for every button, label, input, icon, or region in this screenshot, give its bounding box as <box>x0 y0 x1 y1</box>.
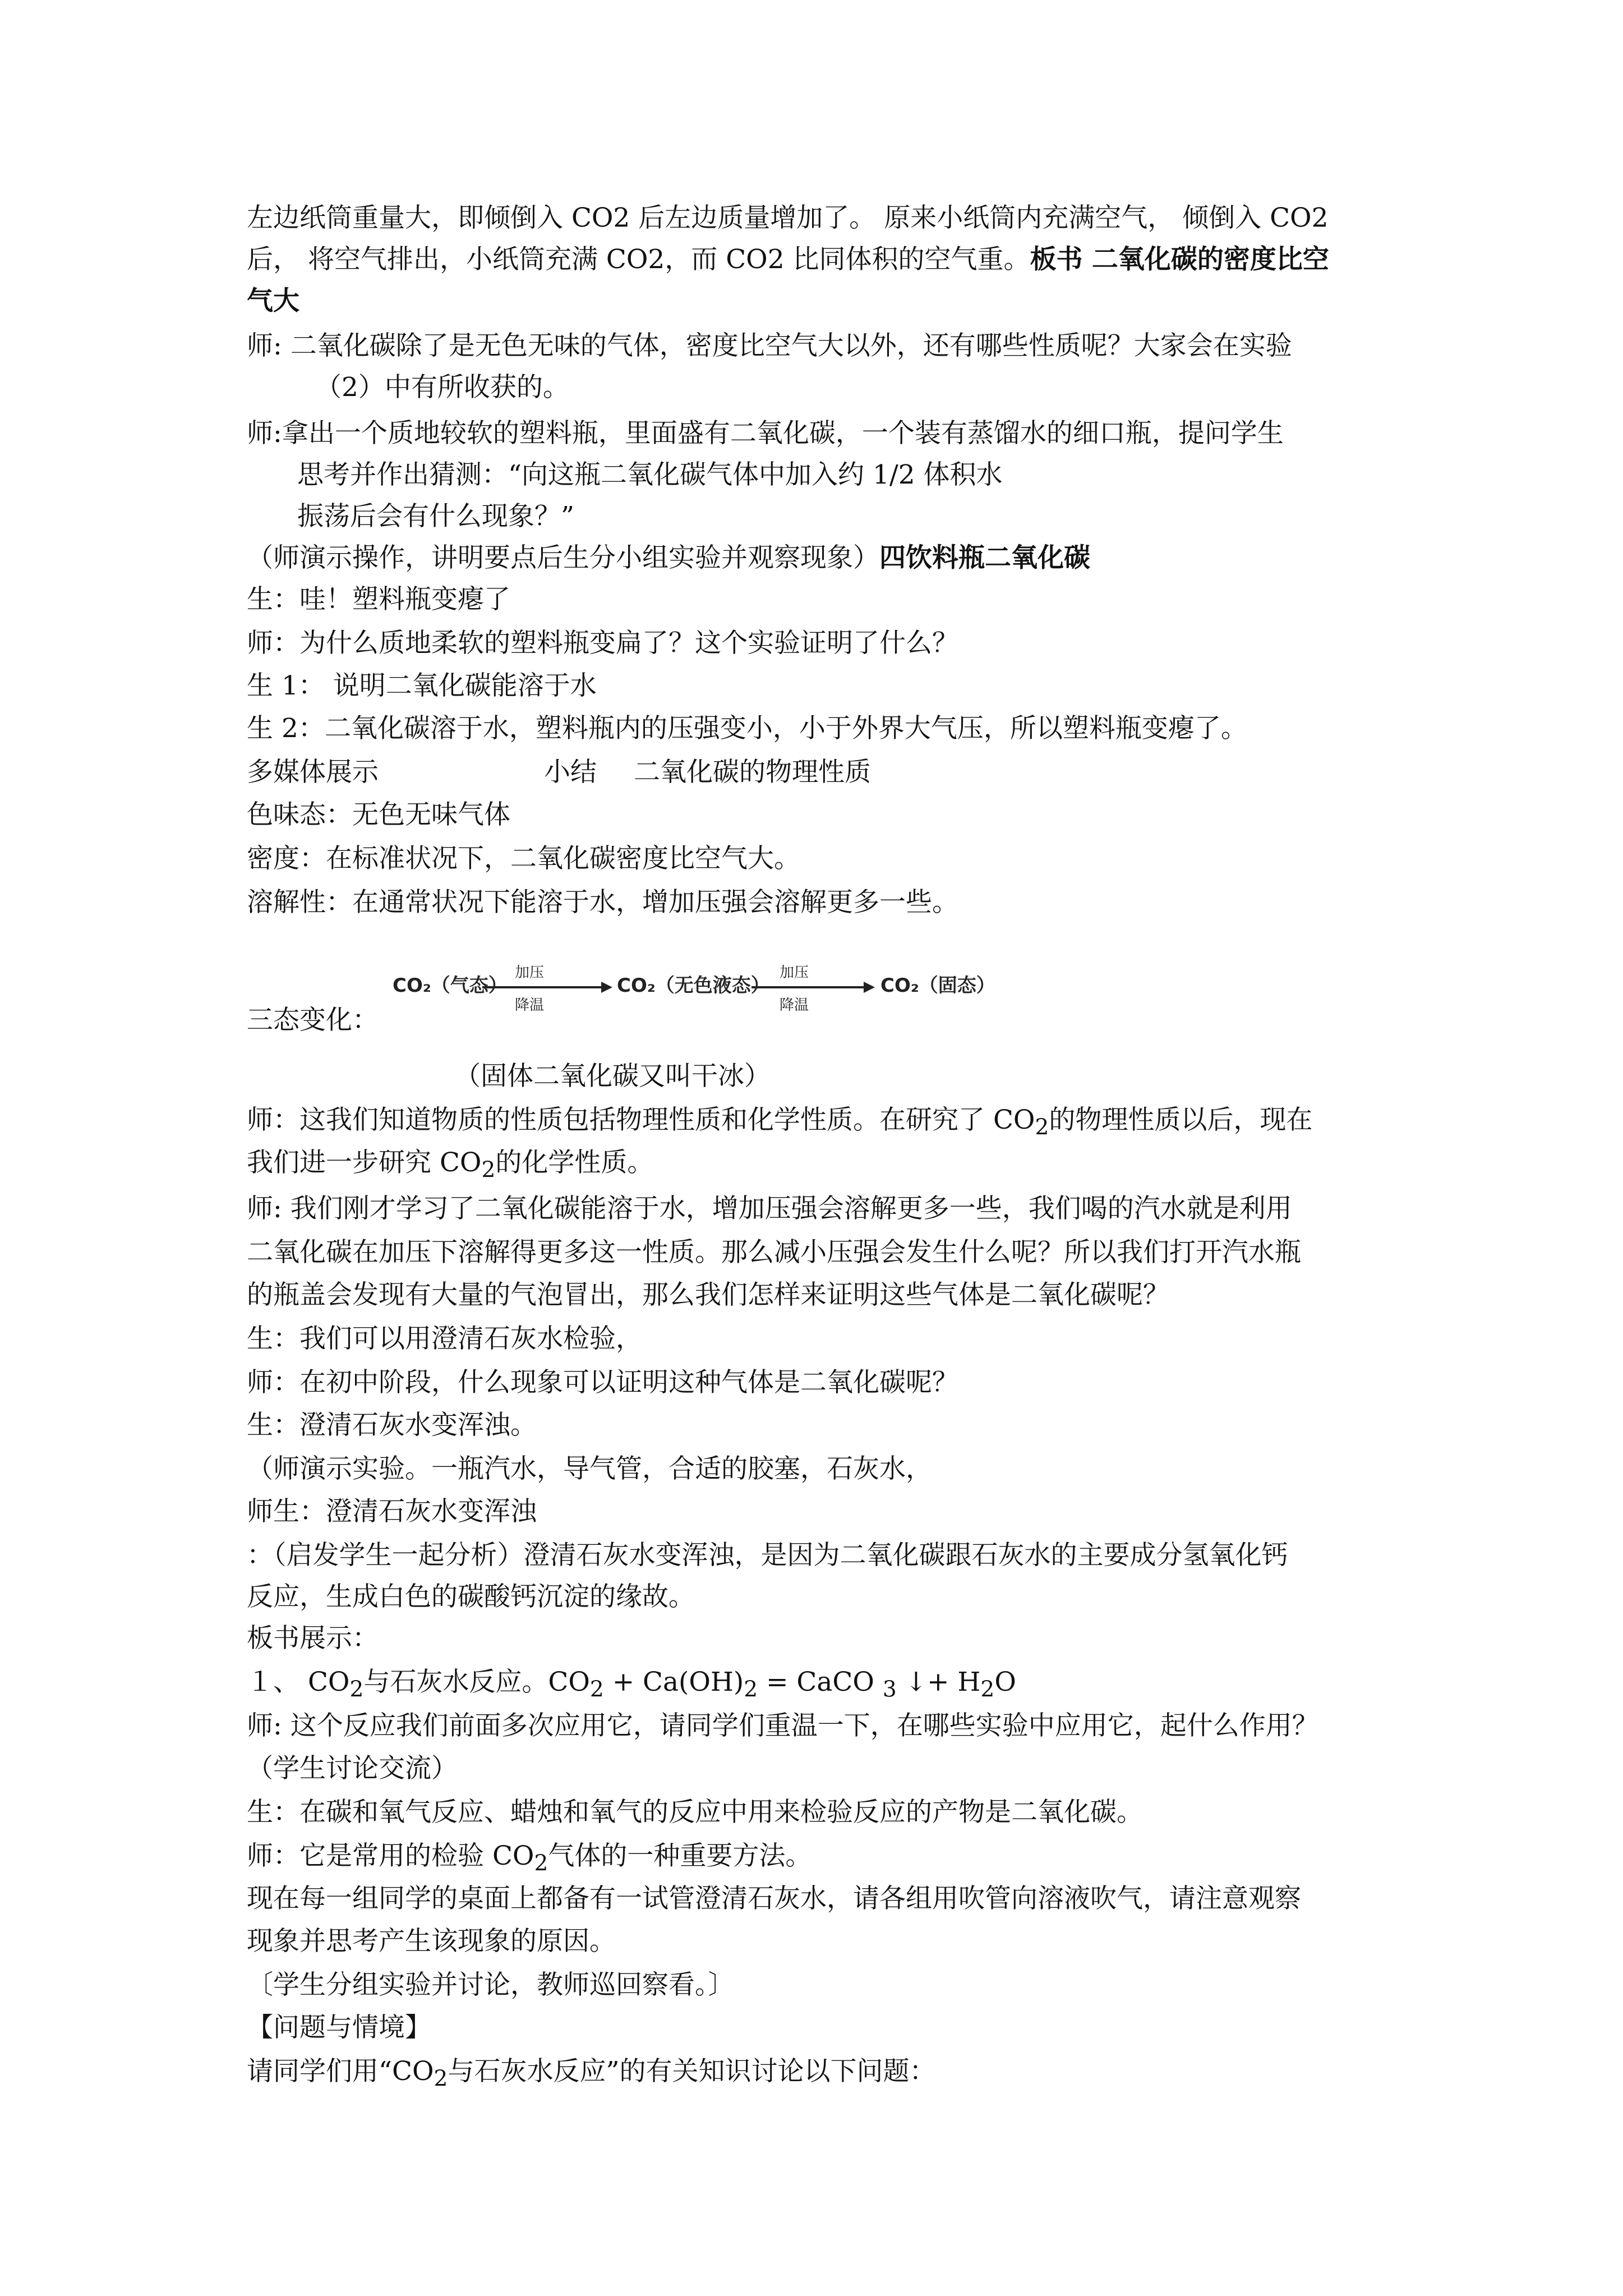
text-run: 与石灰水反应。CO <box>363 1667 590 1697</box>
teacher-line: 师: 二氧化碳除了是无色无味的气体，密度比空气大以外，还有哪些性质呢？大家会在实验 <box>247 330 1292 361</box>
subscript: 3 <box>882 1677 897 1703</box>
text-line: 三态变化： <box>247 1005 379 1036</box>
student-line: 生：我们可以用澄清石灰水检验， <box>247 1323 642 1354</box>
text-run: 与石灰水反应”的有关知识讨论以下问题： <box>448 2056 936 2087</box>
teacher-line: 师：在初中阶段，什么现象可以证明这种气体是二氧化碳呢？ <box>247 1367 958 1398</box>
text-run: + Ca(OH) <box>603 1667 744 1697</box>
text-line <box>247 537 1408 579</box>
text-line: 板书展示： <box>247 1623 379 1654</box>
text-line: （师演示实验。一瓶汽水，导气管，合适的胶塞，石灰水， <box>247 1453 932 1484</box>
text-run: 师：它是常用的检验 CO <box>247 1841 534 1871</box>
board-note: 板书 二氧化碳的密度比空 <box>1030 244 1329 275</box>
text-line: 现象并思考产生该现象的原因。 <box>247 1926 616 1957</box>
arrow-bottom-label: 降温 <box>780 997 809 1014</box>
text-line: 现在每一组同学的桌面上都备有一试管澄清石灰水，请各组用吹管向溶液吹气，请注意观察 <box>247 1883 1301 1914</box>
text-run: ↓+ H <box>896 1667 981 1697</box>
text-run: 多媒体展示 <box>247 757 379 788</box>
arrow-bottom-label: 降温 <box>515 997 545 1014</box>
text-line: 思考并作出猜测：“向这瓶二氧化碳气体中加入约 1/2 体积水 <box>297 459 1003 490</box>
teacher-line: 师：为什么质地柔软的塑料瓶变扁了？这个实验证明了什么？ <box>247 628 958 659</box>
text-line: 的瓶盖会发现有大量的气泡冒出，那么我们怎样来证明这些气体是二氧化碳呢？ <box>247 1280 1169 1310</box>
subscript: 2 <box>534 1851 548 1876</box>
text-run: 二氧化碳的物理性质 <box>634 757 871 788</box>
equation-line <box>247 1662 1408 1710</box>
diagram-state-solid: CO₂（固态） <box>880 974 995 997</box>
subscript: 2 <box>980 1677 995 1703</box>
text-run: 后， 将空气排出，小纸筒充满 CO2，而 CO2 比同体积的空气重。 <box>247 244 1030 275</box>
text-line: 左边纸筒重量大，即倾倒入 CO2 后左边质量增加了。 原来小纸筒内充满空气， 倾倒入 CO2 <box>247 203 1329 233</box>
text-line <box>247 2051 1408 2100</box>
text-line: 二氧化碳在加压下溶解得更多这一性质。那么减小压强会发生什么呢？所以我们打开汽水瓶 <box>247 1237 1301 1268</box>
text-line: 密度：在标准状况下，二氧化碳密度比空气大。 <box>247 843 800 874</box>
text-run: 请同学们用“CO <box>247 2056 434 2087</box>
board-note: 气大 <box>247 286 299 316</box>
student-line: 生：哇！塑料瓶变瘪了 <box>247 584 510 615</box>
student-line: 生 2：二氧化碳溶于水，塑料瓶内的压强变小，小于外界大气压，所以塑料瓶变瘪了。 <box>247 713 1247 744</box>
text-line: 反应，生成白色的碳酸钙沉淀的缘故。 <box>247 1581 695 1612</box>
text-line: 师生：澄清石灰水变浑浊 <box>247 1496 537 1527</box>
text-line: （2）中有所收获的。 <box>315 372 569 403</box>
text-run: 小结 <box>544 757 597 788</box>
text-run: O <box>994 1667 1016 1697</box>
text-line: 〔学生分组实验并讨论，教师巡回察看。〕 <box>247 1970 735 2000</box>
diagram-state-liquid: CO₂（无色液态） <box>617 974 770 997</box>
text-line <box>247 239 1408 280</box>
student-line: 生 1： 说明二氧化碳能溶于水 <box>247 670 597 701</box>
teacher-line: 师: 这个反应我们前面多次应用它，请同学们重温一下，在哪些实验中应用它，起什么作用？ <box>247 1710 1318 1741</box>
board-note: 四饮料瓶二氧化碳 <box>879 542 1090 573</box>
text-line: 色味态：无色无味气体 <box>247 799 510 830</box>
subscript: 2 <box>589 1677 604 1703</box>
subscript: 2 <box>481 1157 496 1183</box>
section-heading: 【问题与情境】 <box>247 2012 431 2043</box>
subscript: 2 <box>434 2066 448 2092</box>
diagram-state-gas: CO₂（气态） <box>393 974 508 997</box>
text-run: 我们进一步研究 CO <box>247 1147 482 1178</box>
teacher-line: 师: 我们刚才学习了二氧化碳能溶于水，增加压强会溶解更多一些，我们喝的汽水就是利用 <box>247 1193 1292 1224</box>
text-line <box>247 1142 1408 1191</box>
arrow-head <box>601 982 612 993</box>
teacher-line <box>247 1099 1408 1148</box>
text-run: （师演示操作，讲明要点后生分小组实验并观察现象） <box>247 542 879 573</box>
text-run: １、 CO <box>247 1667 350 1697</box>
teacher-line: 师:拿出一个质地较软的塑料瓶，里面盛有二氧化碳，一个装有蒸馏水的细口瓶，提问学生 <box>247 418 1284 449</box>
arrow-top-label: 加压 <box>515 964 545 981</box>
text-line: 振荡后会有什么现象？” <box>297 501 575 532</box>
text-line <box>247 752 1408 793</box>
teacher-line <box>247 1835 1408 1884</box>
text-line: 溶解性：在通常状况下能溶于水，增加压强会溶解更多一些。 <box>247 887 958 918</box>
text-run: 的物理性质以后，现在 <box>1049 1105 1313 1135</box>
subscript: 2 <box>1035 1115 1049 1140</box>
text-line: ：（启发学生一起分析）澄清石灰水变浑浊，是因为二氧化碳跟石灰水的主要成分氢氧化钙 <box>247 1540 1288 1571</box>
arrow-head <box>864 982 875 993</box>
student-line: 生：在碳和氧气反应、蜡烛和氧气的反应中用来检验反应的产物是二氧化碳。 <box>247 1797 1143 1828</box>
text-line: （学生讨论交流） <box>247 1753 458 1784</box>
text-run: 师：这我们知道物质的性质包括物理性质和化学性质。在研究了 CO <box>247 1105 1035 1135</box>
subscript: 2 <box>744 1677 758 1703</box>
subscript: 2 <box>349 1677 364 1703</box>
text-run: = CaCO <box>758 1667 883 1697</box>
student-line: 生：澄清石灰水变浑浊。 <box>247 1410 537 1441</box>
text-line: （固体二氧化碳又叫干冰） <box>454 1061 771 1092</box>
arrow-top-label: 加压 <box>780 964 809 981</box>
text-run: 的化学性质。 <box>495 1147 654 1178</box>
text-run: 气体的一种重要方法。 <box>548 1841 812 1871</box>
